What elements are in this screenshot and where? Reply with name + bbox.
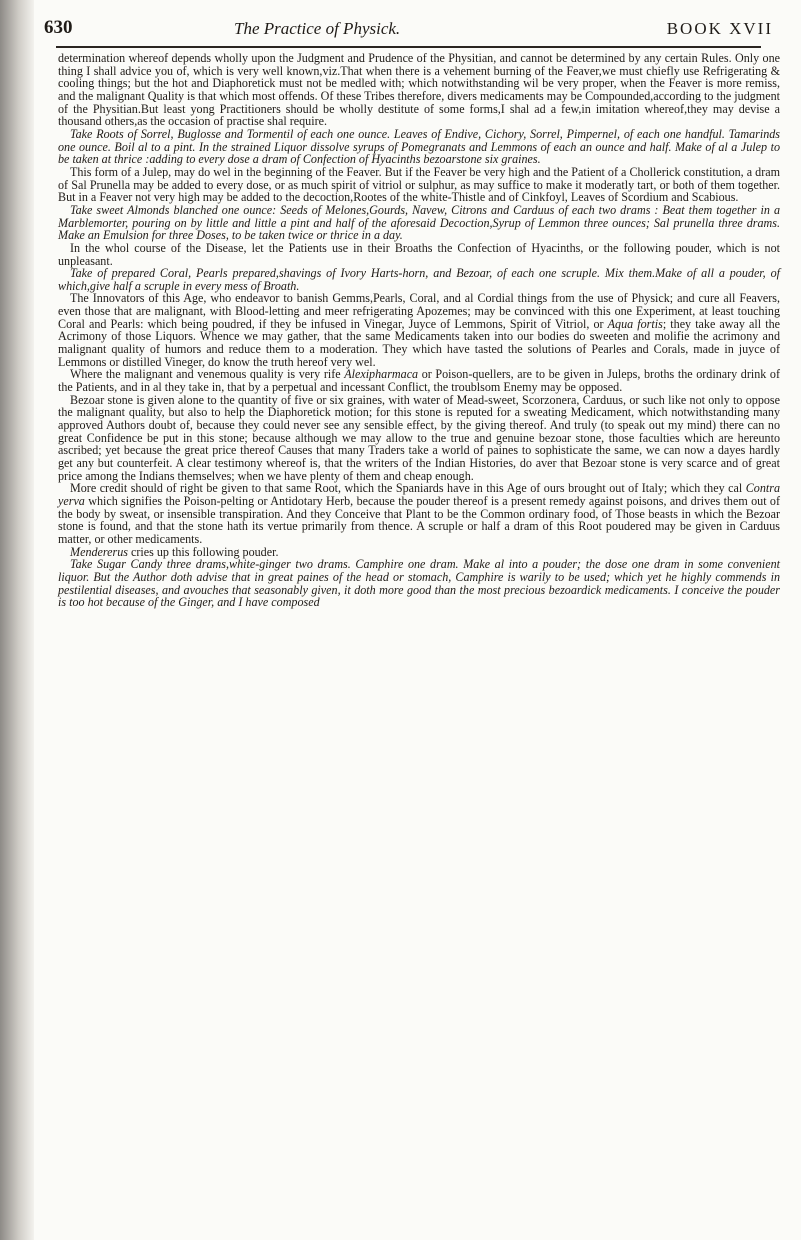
paragraph [58, 558, 780, 609]
paragraph [58, 204, 780, 242]
paragraph [58, 52, 780, 128]
text-run: cries up this following pouder. [128, 544, 279, 559]
text-run: More credit should of right be given to that same Root, which the Spaniards have in this Age of ours brought out of Italy; which they cal [70, 481, 746, 496]
paragraph [58, 482, 780, 545]
text-run: or Poison-quellers, are to be given in Juleps, broths the ordinary drink of the Patients, and in al they take in, that by a perpetual and incessant Conflict, the troublsom Enemy may be opposed. [58, 367, 780, 395]
text-run: The Innovators of this Age, who endeavor to banish Gemms,Pearls, Coral, and al Cordial things from the use of Physick; and cure all Feavers, even those that are malignant, with Blood-letting and meer refrigerating Apozemes; may be convinced with this one Experiment, at least touching Coral and Pearls: which being poudred, if they be infused in Vinegar, Juyce of Lemmons, Spirit of Vitriol, or [58, 291, 780, 331]
text-run: This form of a Julep, may do wel in the beginning of the Feaver. But if the Feaver be very high and the Patient of a Chollerick constitution, a dram of Sal Prunella may be added to every dose, or as much spirit of vitriol or sulphur, as may suffice to make it moderatly tart, or both of them together. But in a Feaver not very high may be added to the decoction,Rootes of the white-Thistle and of Cinkfoyl, Leaves of Scordium and Scabious. [58, 164, 780, 205]
text-run: Bezoar stone is given alone to the quantity of five or six graines, with water of Mead-sweet, Scorzonera, Carduus, or such like not only to oppose the malignant quality, but also to help the Diaphoretick motion; for this stone is reputed for a sweating Medicament, which notwithstanding many approved Authors doubt of, because they could never see any sensible effect, by the giving thereof. And truly (to speak out my mind) there can no great Confidence be put in this stone; because although we may allow to the true and genuine bezoar stone, those faculties which are hereunto ascribed; yet because the great price thereof Causes that many Traders take a world of paines to sophisticate the same, we can now a dayes hardly get any but counterfeit. A clear testimony whereof is, that the writers of the Indian Histories, do aver that Bezoar stone is very scarce and of great price among the Indians themselves; when we have plenty of them and cheap enough. [58, 392, 780, 483]
header-rule [56, 46, 761, 48]
italic-run: Aqua fortis [607, 316, 663, 331]
italic-run: Take Roots of Sorrel, Buglosse and Tormentil of each one ounce. Leaves of Endive, Cichory, Sorrel, Pimpernel, of each one handful. Tamarinds one ounce. Boil al to a pint. In the strained Liquor dissolve syrups of Pomegranats and Lemmons of each an ounce and half. Make of al a Julep to be taken at thrice :adding to every dose a dram of Confection of Hyacinths bezoarstone six graines. [58, 126, 780, 167]
book-label: BOOK XVII [666, 19, 773, 38]
italic-run: Mendererus [70, 544, 128, 559]
paragraph [58, 242, 780, 267]
body-text [58, 52, 780, 609]
text-run: Where the malignant and venemous quality is very rife [70, 367, 345, 382]
paragraph [58, 292, 780, 368]
text-run: In the whol course of the Disease, let the Patients use in their Broaths the Confection of Hyacinths, or the following pouder, which is not unpleasant. [58, 240, 780, 268]
running-title: The Practice of Physick. [234, 19, 401, 38]
paragraph [58, 267, 780, 292]
text-run: ; they take away all the Acrimony of those Liquors. Whence we may gather, that the same Medicaments taken into our bodies do sweeten and molifie the acrimony and malignant quality of humors and reduce them to a moderation. They which have tasted the solutions of Pearles and Corals, made in juyce of Lemmons or distilled Vineger, do know the truth hereof very wel. [58, 316, 781, 369]
page-number: 630 [44, 17, 73, 38]
page-header [44, 15, 773, 41]
italic-run: Take Sugar Candy three drams,white-ginger two drams. Camphire one dram. Make al into a pouder; the dose one dram in some convenient liquor. But the Author doth advise that in great paines of the head or stomach, Camphire is warily to be used; which yet he highly commends in pestilential diseases, and avouches that seasonably given, it doth more good than the most precious bezoardick medicaments. I conceive the pouder is too hot because of the Ginger, and I have composed [58, 557, 780, 610]
paragraph [58, 368, 780, 393]
text-run: which signifies the Poison-pelting or Antidotary Herb, because the pouder thereof is a present remedy against poisons, and drives them out of the body by sweat, or insensible transpiration. And they Conceive that Plant to be the Common ordinary food, of Those beasts in which the Bezoar stone is found, and that the stone hath its vertue primarily from thence. A scruple or half a dram of this Root poudered may be given in Carduus matter, or other medicaments. [58, 493, 780, 546]
paragraph [58, 394, 780, 483]
paragraph [58, 128, 780, 166]
italic-run: Contra yerva [58, 481, 780, 508]
italic-run: Take of prepared Coral, Pearls prepared,shavings of Ivory Harts-horn, and Bezoar, of each one scruple. Mix them.Make of all a pouder, of which,give half a scruple in every mess of Broath. [58, 266, 780, 293]
paragraph [58, 166, 780, 204]
binding-gutter [0, 0, 34, 1240]
italic-run: Take sweet Almonds blanched one ounce: Seeds of Melones,Gourds, Navew, Citrons and Carduus of each two drams : Beat them together in a Marblemorter, pouring on by little and little a pint and half of the aforesaid Decoction,Syrup of Lemmon three ounces; Sal prunella three drams. Make an Emulsion for three Doses, to be taken twice or thrice in a day. [58, 202, 780, 243]
italic-run: Alexipharmaca [344, 367, 419, 382]
text-run: determination whereof depends wholly upon the Judgment and Prudence of the Physitian, and cannot be determined by any certain Rules. Only one thing I shall advice you of, which is very well known,viz.That when there is a vehement burning of the Feaver,we must chiefly use Refrigerating & cooling things; but the hot and Diaphoretick must not be medled with; which notwithstanding wil be very proper, when the Feaver is more remiss, and the malignant Quality is that which most offends. Of these Tribes therefore, divers medicaments may be Compounded,according to the judgment of the Physitian.But least yong Practitioners should be wholly destitute of some forms,I shal ad a few,in imitation whereof,they may devise a thousand others,as the occasion of practise shal require. [58, 51, 780, 129]
